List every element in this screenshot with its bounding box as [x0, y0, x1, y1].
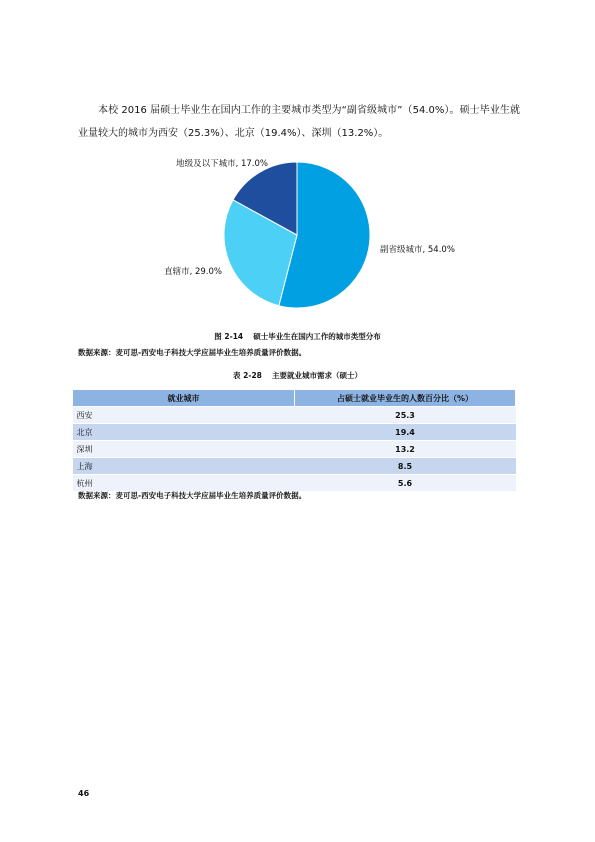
percent-cell: 25.3: [295, 407, 516, 424]
table-row: [73, 407, 516, 424]
percent-cell: 13.2: [295, 441, 516, 458]
table-caption: 表 2-28 主要就业城市需求（硕士）: [233, 371, 362, 380]
header-city: 就业城市: [73, 390, 295, 407]
city-cell: 上海: [73, 458, 295, 475]
slice-prefecture-city-label: 地级及以下城市, 17.0%: [176, 159, 268, 169]
city-cell: 北京: [73, 424, 295, 441]
table-row: [73, 424, 516, 441]
table-source: 数据来源：麦可思-西安电子科技大学应届毕业生培养质量评价数据。: [78, 491, 307, 500]
percent-cell: 19.4: [295, 424, 516, 441]
percent-cell: 5.6: [295, 475, 516, 492]
table-row: [73, 475, 516, 492]
city-cell: 西安: [73, 407, 295, 424]
percent-cell: 8.5: [295, 458, 516, 475]
slice-municipality-label: 直辖市, 29.0%: [164, 267, 222, 277]
city-demand-table: [72, 389, 516, 492]
slice-sub-provincial-city-label: 副省级城市, 54.0%: [380, 245, 455, 255]
table-row: [73, 441, 516, 458]
pie-chart-svg: [0, 0, 595, 330]
table-row: [73, 458, 516, 475]
table-header-row: [73, 390, 516, 407]
page-number: 46: [78, 789, 90, 798]
pie-chart: [0, 0, 595, 330]
figure-caption: 图 2-14 硕士毕业生在国内工作的城市类型分布: [214, 332, 381, 341]
intro-paragraph: 本校 2016 届硕士毕业生在国内工作的主要城市类型为“副省级城市”（54.0%）。硕士毕业生就业量较大的城市为西安（25.3%）、北京（19.4%）、深圳（13.2%）。: [78, 105, 520, 139]
city-cell: 杭州: [73, 475, 295, 492]
city-cell: 深圳: [73, 441, 295, 458]
header-percent: 占硕士就业毕业生的人数百分比（%）: [295, 390, 516, 407]
figure-source: 数据来源：麦可思-西安电子科技大学应届毕业生培养质量评价数据。: [78, 348, 307, 357]
